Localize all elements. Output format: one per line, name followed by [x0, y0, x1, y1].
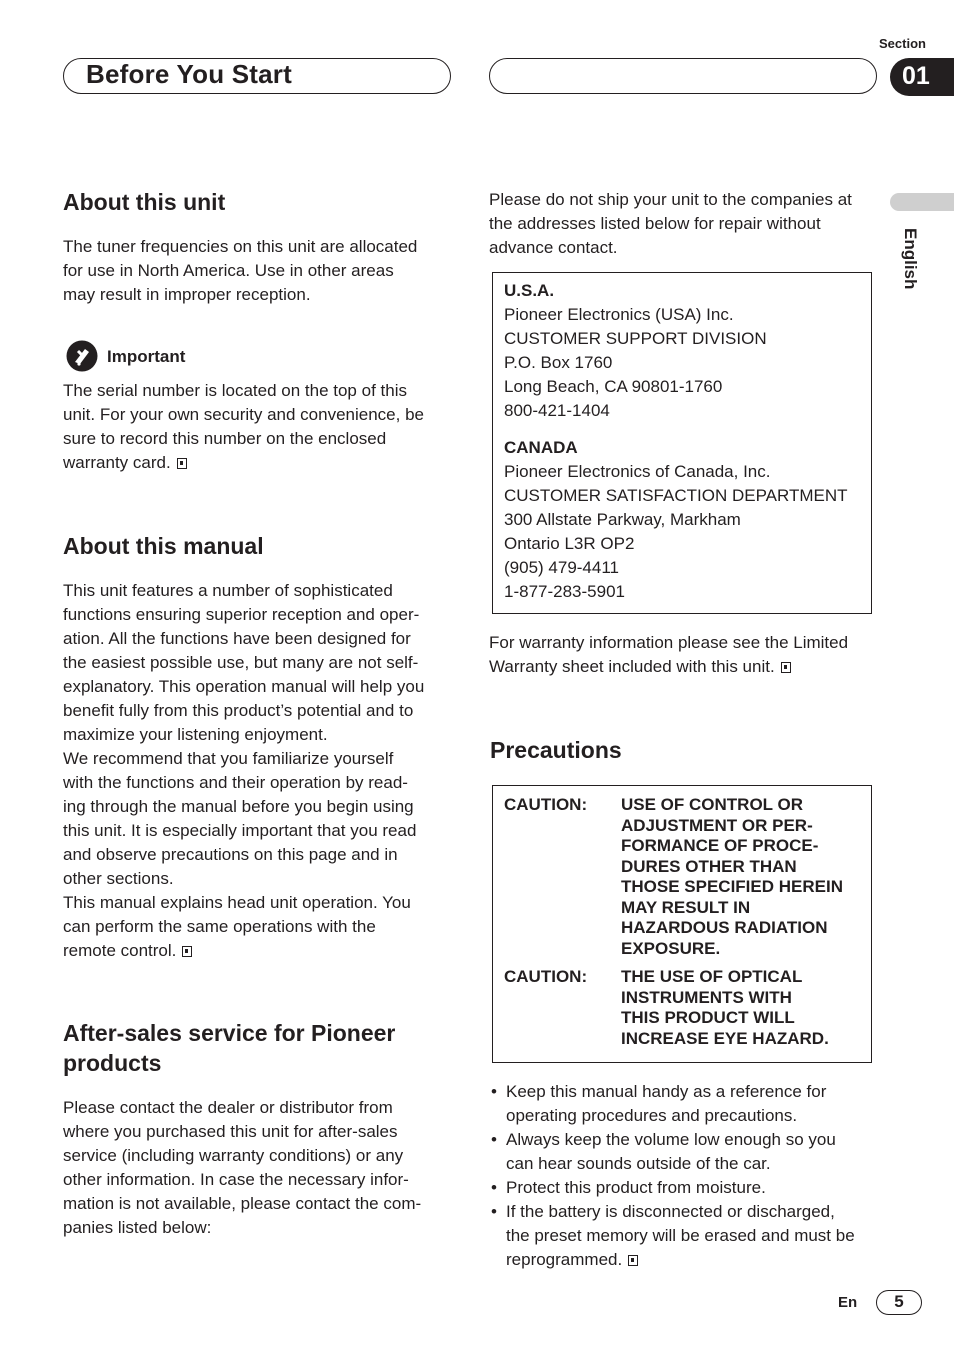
text-line: functions ensuring superior reception and oper-: [63, 605, 420, 624]
address-line: Pioneer Electronics (USA) Inc.: [504, 305, 734, 324]
end-of-section-icon: [628, 1255, 638, 1266]
caution-text: [621, 795, 866, 959]
list-line: • Keep this manual handy as a reference for: [506, 1082, 827, 1101]
text-line: mation is not available, please contact the com-: [63, 1194, 422, 1213]
address-line: 800-421-1404: [504, 401, 610, 420]
text-line: explanatory. This operation manual will help you: [63, 677, 425, 696]
list-item: [489, 1200, 889, 1272]
heading-line: After-sales service for Pioneer: [63, 1020, 396, 1046]
text-line: maximize your listening enjoyment.: [63, 725, 328, 744]
after-sales-heading: [63, 1018, 395, 1078]
usa-country: U.S.A.: [504, 281, 555, 300]
address-line: Ontario L3R OP2: [504, 534, 635, 553]
caution-line: INSTRUMENTS WITH: [621, 987, 792, 1007]
important-icon: [66, 340, 98, 372]
address-line: Pioneer Electronics of Canada, Inc.: [504, 462, 771, 481]
text-line-content: warranty card.: [63, 453, 171, 472]
text-line: benefit fully from this product’s potential and to: [63, 701, 414, 720]
text-line: This manual explains head unit operation. You: [63, 893, 411, 912]
page-number: 5: [876, 1290, 922, 1315]
heading-line: products: [63, 1050, 162, 1076]
list-item: [489, 1128, 889, 1176]
text-line-content: remote control.: [63, 941, 177, 960]
address-line: Long Beach, CA 90801-1760: [504, 377, 723, 396]
about-manual-heading: About this manual: [63, 533, 264, 559]
precautions-list: [489, 1080, 889, 1272]
text-line: where you purchased this unit for after-sales: [63, 1122, 398, 1141]
list-item: [489, 1176, 889, 1200]
caution-line: THE USE OF OPTICAL: [621, 967, 803, 986]
caution-label: CAUTION:: [504, 795, 588, 814]
language-label: English: [901, 228, 920, 290]
about-unit-text: [63, 235, 417, 307]
list-line: operating procedures and precautions.: [506, 1106, 798, 1125]
text-line: [63, 939, 424, 963]
page-title: Before You Start: [86, 59, 292, 89]
caution-text: [621, 967, 866, 1049]
text-line: Please contact the dealer or distributor from: [63, 1098, 393, 1117]
about-manual-text: [63, 579, 424, 963]
caution-line: THIS PRODUCT WILL: [621, 1008, 795, 1027]
text-line: and observe precautions on this page and in: [63, 845, 398, 864]
list-item: [489, 1080, 889, 1128]
address-line: (905) 479-4411: [504, 558, 619, 577]
list-line: the preset memory will be erased and must be: [506, 1226, 855, 1245]
language-tab: [890, 193, 954, 211]
text-line: can perform the same operations with the: [63, 917, 376, 936]
address-line: 300 Allstate Parkway, Markham: [504, 510, 741, 529]
footer-language-code: En: [838, 1294, 858, 1311]
address-line: CUSTOMER SUPPORT DIVISION: [504, 329, 767, 348]
canada-address: [504, 436, 848, 604]
important-text: [63, 379, 424, 475]
precautions-heading: Precautions: [490, 737, 622, 763]
text-line: advance contact.: [489, 238, 618, 257]
caution-line: THOSE SPECIFIED HEREIN: [621, 877, 843, 896]
list-line: can hear sounds outside of the car.: [506, 1154, 771, 1173]
text-line: with the functions and their operation by read-: [63, 773, 408, 792]
address-line: 1-877-283-5901: [504, 582, 625, 601]
text-line: ing through the manual before you begin using: [63, 797, 414, 816]
text-line: The serial number is located on the top of this: [63, 381, 407, 400]
warranty-text: [489, 631, 848, 679]
text-line-content: Warranty sheet included with this unit.: [489, 657, 775, 676]
header-empty-frame: [489, 58, 877, 94]
text-line: [489, 655, 848, 679]
text-line: the easiest possible use, but many are not self-: [63, 653, 419, 672]
caution-line: USE OF CONTROL OR: [621, 795, 803, 814]
text-line: other sections.: [63, 869, 174, 888]
end-of-section-icon: [177, 458, 187, 469]
text-line: We recommend that you familiarize yourself: [63, 749, 394, 768]
usa-address: [504, 279, 767, 423]
text-line: Please do not ship your unit to the companies at: [489, 190, 852, 209]
caution-line: ADJUSTMENT OR PER-: [621, 815, 813, 835]
section-label: Section: [879, 36, 926, 51]
end-of-section-icon: [182, 946, 192, 957]
list-line: • If the battery is disconnected or discharged,: [506, 1202, 835, 1221]
address-line: CUSTOMER SATISFACTION DEPARTMENT: [504, 486, 848, 505]
list-line: • Protect this product from moisture.: [506, 1178, 766, 1197]
important-label: Important: [107, 347, 186, 366]
text-line: ation. All the functions have been designed for: [63, 629, 411, 648]
list-line-content: reprogrammed.: [506, 1250, 623, 1269]
caution-line: EXPOSURE.: [621, 938, 721, 958]
after-sales-text: [63, 1096, 421, 1240]
text-line: other information. In case the necessary infor-: [63, 1170, 409, 1189]
list-line: [506, 1248, 889, 1272]
about-unit-heading: About this unit: [63, 189, 226, 215]
text-line: The tuner frequencies on this unit are allocated: [63, 237, 418, 256]
text-line: [63, 451, 424, 475]
text-line: sure to record this number on the enclosed: [63, 429, 387, 448]
text-line: may result in improper reception.: [63, 285, 311, 304]
text-line: For warranty information please see the Limited: [489, 633, 849, 652]
shipping-text: [489, 188, 852, 260]
end-of-section-icon: [781, 662, 791, 673]
list-line: • Always keep the volume low enough so you: [506, 1130, 836, 1149]
caution-line: INCREASE EYE HAZARD.: [621, 1028, 829, 1048]
caution-line: HAZARDOUS RADIATION: [621, 918, 828, 937]
section-number-tab: 01: [890, 58, 954, 96]
text-line: unit. For your own security and convenience, be: [63, 405, 424, 424]
text-line: the addresses listed below for repair without: [489, 214, 821, 233]
caution-line: FORMANCE OF PROCE-: [621, 836, 819, 855]
caution-line: DURES OTHER THAN: [621, 856, 797, 876]
text-line: This unit features a number of sophisticated: [63, 581, 393, 600]
address-line: P.O. Box 1760: [504, 353, 613, 372]
text-line: service (including warranty conditions) or any: [63, 1146, 404, 1165]
text-line: for use in North America. Use in other areas: [63, 261, 394, 280]
text-line: this unit. It is especially important that you read: [63, 821, 417, 840]
canada-country: CANADA: [504, 438, 578, 457]
text-line: panies listed below:: [63, 1218, 212, 1237]
caution-label: CAUTION:: [504, 967, 588, 986]
caution-line: MAY RESULT IN: [621, 897, 751, 917]
